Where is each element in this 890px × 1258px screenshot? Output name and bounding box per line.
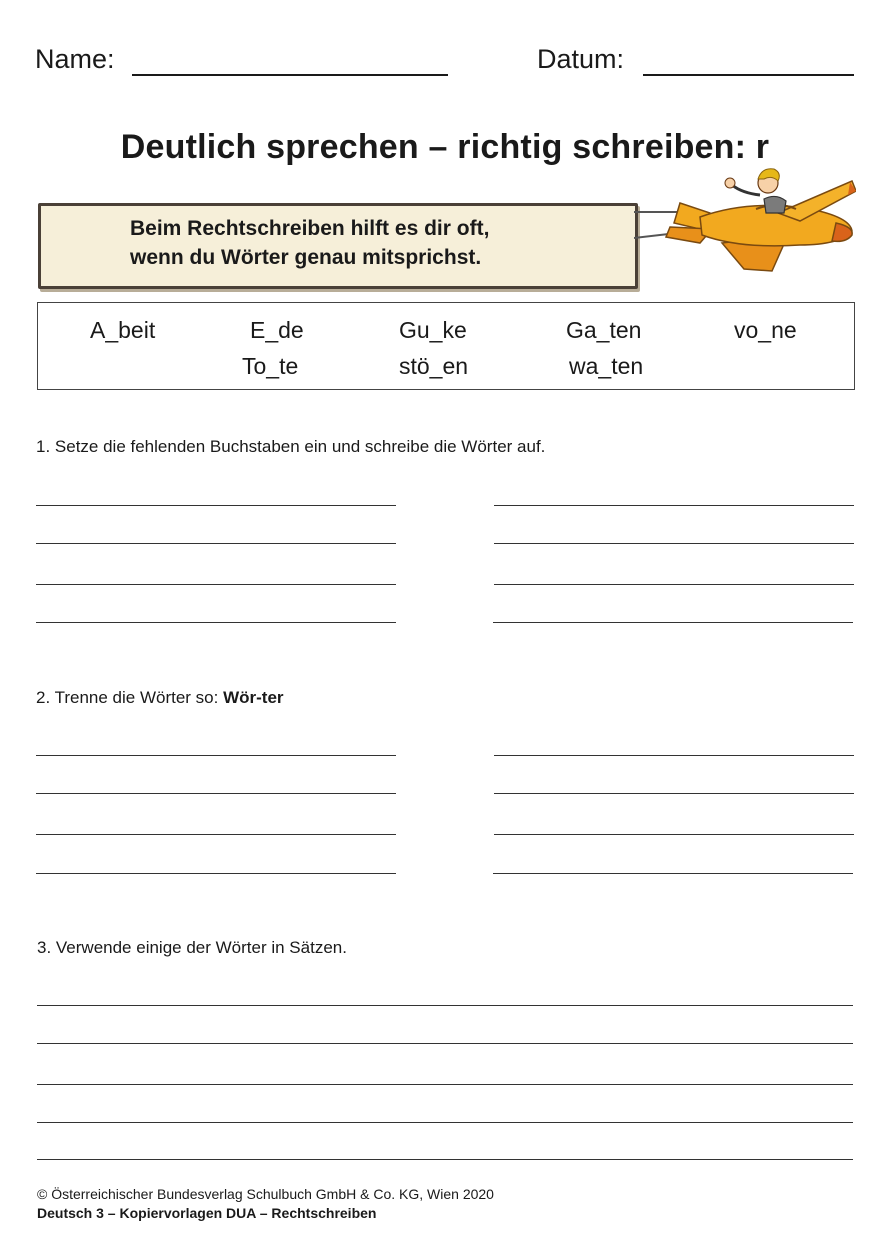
writing-line[interactable] xyxy=(37,1043,853,1044)
task-1-instruction: 1. Setze die fehlenden Buchstaben ein und schreibe die Wörter auf. xyxy=(36,437,546,456)
writing-line[interactable] xyxy=(494,543,854,544)
writing-line[interactable] xyxy=(37,1122,853,1123)
word-item: A_beit xyxy=(90,317,156,343)
writing-line[interactable] xyxy=(494,834,854,835)
date-label: Datum: xyxy=(537,44,625,74)
writing-line[interactable] xyxy=(493,622,853,623)
word-item: Ga_ten xyxy=(566,317,642,343)
writing-line[interactable] xyxy=(494,755,854,756)
airplane-illustration xyxy=(660,165,856,275)
word-item: stö_en xyxy=(399,353,469,379)
task-2-text: 2. Trenne die Wörter so: xyxy=(36,688,224,707)
word-item: wa_ten xyxy=(569,353,644,379)
name-label: Name: xyxy=(35,44,115,74)
hint-text xyxy=(130,214,489,272)
hint-line-1: Beim Rechtschreiben hilft es dir oft, xyxy=(130,217,490,240)
hint-line-2: wenn du Wörter genau mitsprichst. xyxy=(130,246,482,269)
task-2-example: Wör-ter xyxy=(223,688,284,707)
word-item: Gu_ke xyxy=(399,317,467,343)
writing-line[interactable] xyxy=(36,873,396,874)
date-field[interactable] xyxy=(643,74,854,76)
series-title: Deutsch 3 – Kopiervorlagen DUA – Rechtschreiben xyxy=(37,1205,377,1221)
writing-line[interactable] xyxy=(494,584,854,585)
writing-line[interactable] xyxy=(494,505,854,506)
writing-line[interactable] xyxy=(36,834,396,835)
word-item: To_te xyxy=(242,353,299,379)
writing-line[interactable] xyxy=(36,793,396,794)
word-item: vo_ne xyxy=(734,317,797,343)
page-title: Deutlich sprechen – richtig schreiben: r xyxy=(120,128,770,166)
copyright-notice: © Österreichischer Bundesverlag Schulbuch GmbH & Co. KG, Wien 2020 xyxy=(37,1186,494,1202)
writing-line[interactable] xyxy=(493,873,853,874)
writing-line[interactable] xyxy=(36,755,396,756)
writing-line[interactable] xyxy=(36,584,396,585)
name-field[interactable] xyxy=(132,74,448,76)
writing-line[interactable] xyxy=(494,793,854,794)
writing-line[interactable] xyxy=(37,1159,853,1160)
task-2-instruction xyxy=(36,688,284,708)
writing-line[interactable] xyxy=(36,622,396,623)
writing-line[interactable] xyxy=(36,505,396,506)
task-3-instruction: 3. Verwende einige der Wörter in Sätzen. xyxy=(37,938,347,957)
writing-line[interactable] xyxy=(36,543,396,544)
writing-line[interactable] xyxy=(37,1005,853,1006)
word-item: E_de xyxy=(250,317,304,343)
writing-line[interactable] xyxy=(37,1084,853,1085)
